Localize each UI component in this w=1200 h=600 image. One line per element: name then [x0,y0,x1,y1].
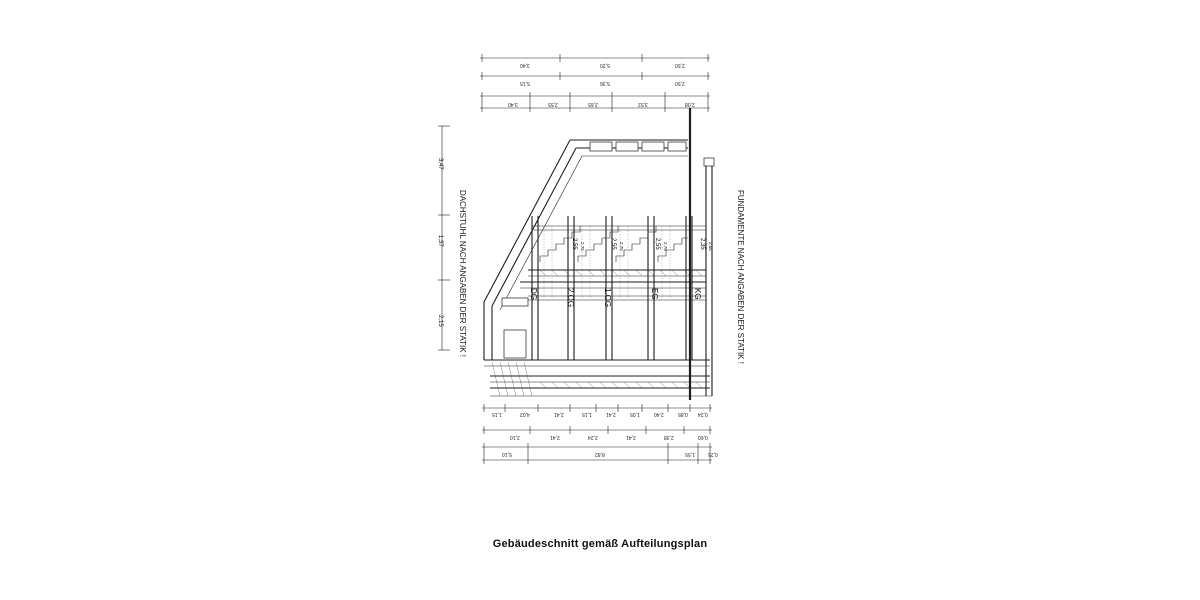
vertical-dim-total: 3,47 [437,158,443,170]
annotation-foundation: FUNDAMENTE NACH ANGABEN DER STATIK ! [736,190,745,364]
building-section-drawing [420,30,800,480]
bottom-chain-1-seg-9: 0,24 [698,411,708,417]
bottom-chain-2-seg-3: 2,24 [588,434,598,440]
bottom-chain-2-seg-2: 2,41 [550,434,560,440]
bottom-chain-2-seg-5: 2,38 [664,434,674,440]
storey-height-eg-gross: 2,75 [663,242,668,251]
bottom-chain-3-seg-4: 0,25 [708,451,718,457]
bottom-chain-3-seg-3: 1,55 [685,451,695,457]
bottom-chain-1-seg-3: 2,41 [554,411,564,417]
top-chain-3-seg-1: 3,40 [508,101,518,107]
storey-height-2og-gross: 2,75 [580,242,585,251]
floor-label-dg: DG [529,288,538,300]
top-chain-3-seg-2: 2,55 [548,101,558,107]
top-chain-2-seg-3: 2,50 [675,80,685,86]
top-chain-3-seg-4: 3,52 [638,101,648,107]
bottom-chain-1-seg-5: 2,41 [606,411,616,417]
bottom-chain-3-seg-2: 8,82 [595,451,605,457]
top-chain-1-seg-1: 3,40 [520,62,530,68]
floor-label-1og: 1.OG [603,288,612,308]
figure-caption: Gebäudeschnitt gemäß Aufteilungsplan [492,538,708,550]
top-chain-2-seg-1: 5,15 [520,80,530,86]
bottom-chain-2-seg-6: 0,60 [698,434,708,440]
floor-label-2og: 2.OG [566,288,575,308]
storey-height-1og: 2,55 [610,238,616,250]
bottom-chain-2-seg-1: 2,10 [510,434,520,440]
ground-hatch [492,362,532,396]
floor-label-kg: KG [693,288,702,300]
bottom-chain-1-seg-2: 4,02 [520,411,530,417]
top-chain-2-seg-2: 5,36 [600,80,610,86]
building-outline [484,108,714,400]
top-chain-3-seg-3: 2,65 [588,101,598,107]
floor-slabs [520,270,706,288]
top-chain-1-seg-2: 5,20 [600,62,610,68]
storey-height-kg-gross: 2,55 [708,242,713,251]
top-chain-1-seg-3: 2,50 [675,62,685,68]
bottom-chain-2-seg-4: 2,41 [626,434,636,440]
bottom-chain-1-seg-4: 1,15 [582,411,592,417]
bottom-chain-1-seg-1: 1,15 [492,411,502,417]
top-chain-3-seg-5: 2,08 [685,101,695,107]
floor-label-eg: EG [650,288,659,300]
storey-height-1og-gross: 2,75 [619,242,624,251]
storey-height-eg: 2,55 [654,238,660,250]
bottom-chain-1-seg-8: 0,85 [678,411,688,417]
bottom-chain-1-seg-7: 2,40 [654,411,664,417]
storey-height-2og: 2,55 [571,238,577,250]
storey-height-kg: 2,35 [699,238,705,250]
ceiling-rails [528,226,706,300]
bottom-chain-3-seg-1: 5,10 [502,451,512,457]
vertical-dim-mark-2: 2,15 [437,315,443,327]
annotation-roof-structure: DACHSTUHL NACH ANGABEN DER STATIK ! [458,190,467,357]
vertical-dim-mark-1: 1,37 [437,235,443,247]
bottom-chain-1-seg-6: 1,05 [630,411,640,417]
